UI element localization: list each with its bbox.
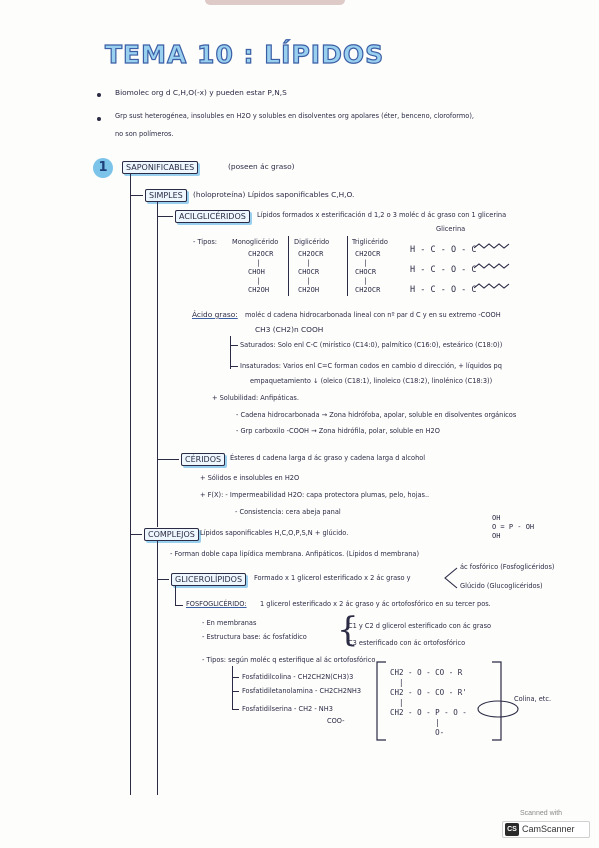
bracket-left-svg bbox=[374, 660, 388, 742]
insaturados-line-2: empaquetamiento ↓ (oleico (C18:1), linoleico (C18:2), linolénico (C18:3)) bbox=[250, 377, 493, 385]
estructura-base: - Estructura base: ác fosfatídico bbox=[202, 633, 307, 641]
tree-line bbox=[130, 534, 142, 535]
head-group-svg bbox=[462, 696, 522, 720]
table-divider bbox=[288, 236, 289, 296]
tipos-label: - Tipos: bbox=[193, 238, 218, 246]
type-monoglicerido: Monoglicérido bbox=[232, 238, 279, 246]
solubilidad: + Solubilidad: Anfipáticas. bbox=[212, 394, 299, 402]
c3-note: C3 esterificado con ác ortofosfórico bbox=[348, 639, 466, 647]
fatty-chain bbox=[474, 244, 509, 248]
page-title: TEMA 10 : LÍPIDOS bbox=[105, 40, 385, 69]
tree-line bbox=[232, 666, 233, 710]
scanned-with-text: Scanned with bbox=[520, 810, 563, 817]
tree-line bbox=[232, 691, 239, 692]
fatty-chains-svg bbox=[472, 238, 517, 300]
top-shadow bbox=[205, 0, 345, 5]
fatty-chain bbox=[474, 264, 509, 268]
split-arrow bbox=[445, 568, 457, 588]
glicerolipidos-branch-2: Glúcido (Glucoglicéridos) bbox=[460, 582, 543, 590]
head-group-label: Colina, etc. bbox=[514, 695, 552, 703]
saponificables-note: (poseen ác graso) bbox=[228, 162, 295, 171]
tree-line bbox=[232, 709, 239, 710]
acido-graso-desc: moléc d cadena hidrocarbonada lineal con nº par d C y en su extremo -COOH bbox=[245, 311, 501, 319]
acilgliceridos-box: ACILGLICÉRIDOS bbox=[175, 210, 250, 223]
fosfoglicerido-structure: CH2 - O - CO - R | CH2 - O - CO - R' | CH2 - O - P - O - | O- bbox=[390, 668, 467, 737]
mono-formula: CH2OCR | CHOH | CH2OH bbox=[248, 250, 274, 294]
tri-formula: CH2OCR | CHOCR | CH2OCR bbox=[355, 250, 381, 294]
tree-line bbox=[130, 195, 143, 196]
tree-line bbox=[130, 174, 131, 188]
di-formula: CH2OCR | CHOCR | CH2OH bbox=[298, 250, 324, 294]
tipos-fosfo: - Tipos: según moléc q esterifique al ác ortofosfórico bbox=[202, 656, 376, 664]
tree-line bbox=[157, 202, 158, 527]
fosfatidilserina-coo: COO- bbox=[327, 717, 345, 725]
fatty-chain bbox=[474, 284, 509, 288]
c1c2-note: C1 y C2 d glicerol esterificado con ác graso bbox=[348, 622, 492, 630]
tree-line bbox=[230, 345, 238, 346]
table-divider bbox=[347, 236, 348, 296]
tree-line bbox=[175, 586, 176, 606]
ceridos-point-3: - Consistencia: cera abeja panal bbox=[235, 508, 341, 516]
tree-line bbox=[230, 366, 238, 367]
fosfatidilcolina: Fosfatidilcolina - CH2CH2N(CH3)3 bbox=[242, 673, 354, 681]
saturados: Saturados: Solo enl C-C (mirístico (C14:0), palmítico (C16:0), esteárico (C18:0)) bbox=[240, 341, 503, 349]
bracket-left bbox=[377, 662, 386, 740]
tree-line bbox=[232, 677, 239, 678]
phosphate-formula: OH O = P - OH OH bbox=[492, 514, 535, 540]
glicerolipidos-desc: Formado x 1 glicerol esterificado x 2 ác graso y bbox=[254, 574, 411, 582]
brace: { bbox=[337, 610, 359, 650]
tree-line bbox=[157, 216, 173, 217]
complejos-box: COMPLEJOS bbox=[144, 528, 199, 541]
simples-note: (holoproteína) Lípidos saponificables C,H,O. bbox=[193, 190, 355, 199]
tree-line bbox=[157, 579, 169, 580]
ceridos-point-1: + Sólidos e insolubles en H2O bbox=[200, 474, 300, 482]
insaturados-line-1: Insaturados: Varios enl C=C forman codos en cambio d dirección, + líquidos pq bbox=[240, 362, 502, 370]
glycerin-formula: H - C - O - C H - C - O - C H - C - O - C bbox=[410, 245, 477, 295]
bullet bbox=[97, 117, 101, 121]
tree-line bbox=[130, 188, 131, 795]
head-group-ellipse bbox=[478, 701, 518, 717]
camscanner-watermark bbox=[502, 808, 590, 838]
fosfatidilserina: Fosfatidilserina - CH2 - NH3 bbox=[242, 705, 333, 713]
tree-line bbox=[230, 336, 231, 369]
en-membranas: - En membranas bbox=[202, 619, 257, 627]
type-trigliceride: Triglicérido bbox=[352, 238, 388, 246]
intro-line-1: Biomolec org d C,H,O(-x) y pueden estar P,N,S bbox=[115, 88, 287, 97]
section-number: 1 bbox=[93, 158, 113, 178]
complejos-note: - Forman doble capa lipídica membrana. Anfipáticos. (Lípidos d membrana) bbox=[170, 550, 420, 558]
ceridos-desc: Ésteres d cadena larga d ác graso y cadena larga d alcohol bbox=[230, 454, 426, 462]
simples-box: SIMPLES bbox=[145, 189, 187, 202]
saponificables-box: SAPONIFICABLES bbox=[122, 161, 198, 174]
ceridos-point-2: + F(X): - Impermeabilidad H2O: capa protectora plumas, pelo, hojas.. bbox=[200, 491, 430, 499]
glicerina-label: Glicerina bbox=[436, 225, 466, 233]
cadena-hidrocarbonada: - Cadena hidrocarbonada → Zona hidrófoba, apolar, soluble en disolventes orgánicos bbox=[236, 411, 517, 419]
fosfatidiletanolamina: Fosfatidiletanolamina - CH2CH2NH3 bbox=[242, 687, 362, 695]
camscanner-badge bbox=[502, 821, 590, 838]
fosfogliceridos-label: FOSFOGLICÉRIDO: bbox=[186, 600, 247, 608]
acido-graso-label: Ácido graso: bbox=[192, 310, 238, 319]
tree-line bbox=[175, 605, 183, 606]
glicerolipidos-branch-1: ác fosfórico (Fosfoglicéridos) bbox=[460, 563, 555, 571]
split-arrow-svg bbox=[443, 566, 459, 590]
acido-graso-formula: CH3 (CH2)n COOH bbox=[255, 325, 324, 334]
camscanner-logo-icon: CS bbox=[505, 823, 519, 836]
type-digliceride: Diglicérido bbox=[294, 238, 330, 246]
grupo-carboxilo: - Grp carboxilo -COOH → Zona hidrófila, polar, soluble en H2O bbox=[236, 427, 440, 435]
ceridos-box: CÉRIDOS bbox=[181, 453, 225, 466]
tree-line bbox=[157, 459, 179, 460]
camscanner-brand: CamScanner bbox=[522, 824, 575, 834]
intro-line-3: no son polímeros. bbox=[115, 130, 174, 138]
complejos-desc: Lípidos saponificables H,C,O,P,S,N + glúcido. bbox=[200, 529, 349, 537]
acilgliceridos-desc: Lípidos formados x esterificación d 1,2 o 3 moléc d ác graso con 1 glicerina bbox=[257, 211, 507, 219]
fosfogliceridos-desc: 1 glicerol esterificado x 2 ác graso y ác ortofosfórico en su tercer pos. bbox=[260, 600, 491, 608]
intro-line-2: Grp sust heterogénea, insolubles en H2O y solubles en disolventes org apolares (éter, benceno, cloroformo), bbox=[115, 112, 474, 120]
glicerolipidos-box: GLICEROLÍPIDOS bbox=[171, 573, 246, 586]
bullet bbox=[97, 93, 101, 97]
